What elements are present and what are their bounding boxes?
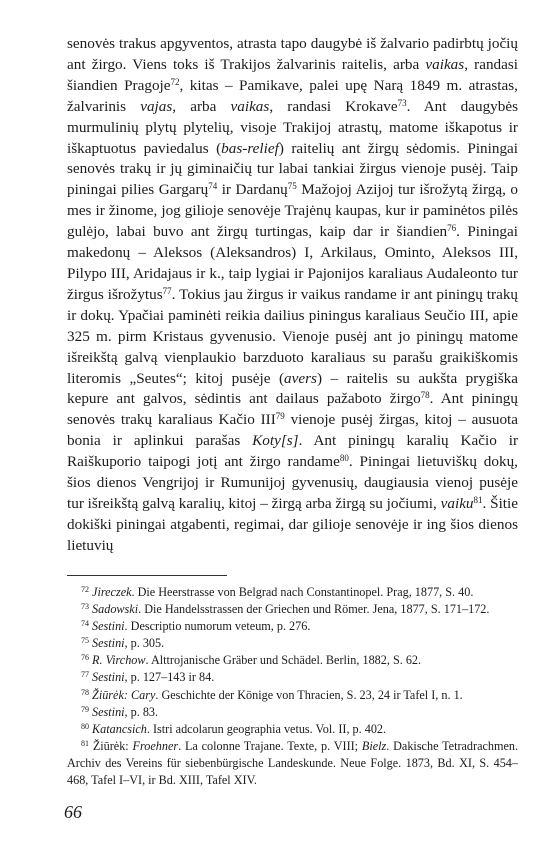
footnote (67, 635, 518, 652)
footnote-text: , p. 83. (124, 704, 159, 719)
footnote-author: Žiūrėk: Cary (92, 687, 156, 702)
footnote-ref[interactable]: 76 (447, 223, 457, 234)
text-run: . Piningai lietuviškų dokų, šios dienos Vengrijoj ir Rumunijoj gyvenusių, daugiausia vienoj pusėje tur išreikštą galvą karalių, kitoj – žirgą arba žirgą su jočiumi, (67, 453, 518, 512)
footnote-divider (67, 575, 227, 576)
footnote-author: Sestini (92, 704, 125, 719)
footnote-number: 79 (81, 704, 89, 714)
footnote (67, 738, 518, 789)
footnote (67, 704, 518, 721)
page-number: 66 (64, 802, 82, 822)
footnote-number: 75 (81, 636, 89, 646)
footnote (67, 721, 518, 738)
footnote-number: 80 (81, 721, 89, 731)
footnote-author: Sestini (92, 636, 125, 651)
main-text (67, 34, 518, 557)
footnote-number: 77 (81, 670, 89, 680)
italic-term: vaikas (425, 55, 465, 73)
footnote-number: 76 (81, 653, 89, 663)
footnote-text: . Geschichte der Könige von Thracien, S. 23, 24 ir Tafel I, n. 1. (155, 687, 463, 702)
footnote (67, 584, 518, 601)
footnote-text: . Alttrojanische Gräber und Schädel. Berlin, 1882, S. 62. (145, 653, 422, 668)
footnotes (67, 584, 518, 789)
italic-term: vajas (140, 97, 173, 115)
footnote-text: , p. 305. (124, 636, 165, 651)
footnote-ref[interactable]: 80 (339, 453, 349, 464)
text-run: senovės trakus apgyventos, atrasta tapo daugybė iš žalvario padirbtų jočių ant žirgo. Viens toks iš Trakijos žalvarinis raitelis, arba (67, 35, 518, 73)
footnote-text: Žiūrėk: (89, 738, 133, 753)
italic-term: avers (284, 369, 317, 387)
footnote (67, 687, 518, 704)
italic-term: Koty[s] (252, 432, 299, 450)
text-run: , arba (172, 97, 231, 115)
text-run: , randasi Krokave (269, 97, 398, 115)
text-run: . Ant daugybės murmulinių plytų plytelių, visoje Trakijoj atrastų, matome iškapotus ir iškaptuotus paviedalus ( (67, 97, 519, 157)
footnote-author: Sestini (92, 619, 125, 634)
footnote-author: Froehner (132, 738, 179, 753)
footnote-author: Sestini (92, 670, 125, 685)
footnote-ref[interactable]: 81 (473, 494, 483, 505)
footnote-ref[interactable]: 73 (397, 97, 407, 108)
footnote-author: R. Virchow (92, 653, 146, 668)
text-run: Mažojoj Azijoj tur išrožytą žirgą, o mes ir žinome, jog gilioje senovėje Trajėnų kaupas, kur ir paminėtos pilės gulėjo, labai buvo ant žirgų turtingas, kaip dar ir šiandien (67, 181, 518, 241)
body-paragraph (67, 34, 518, 557)
text-run: . Piningai makedonų – Aleksos (Aleksandros) I, Arkilaus, Ominto, Aleksos III, Pilypo III, Aridajaus ir k., taip lygiai ir Pajonijos karaliaus Audaleonto tur žirgus išrožytus (67, 223, 518, 303)
footnote-number: 81 (81, 738, 89, 748)
text-run: vienoje pusėj žirgas, kitoj – ausuota bonia ir aplinkui parašas (67, 411, 518, 450)
footnote (67, 618, 518, 635)
footnote-author: Sadowski (92, 602, 139, 617)
footnote-author: Jireczek (92, 585, 132, 599)
footnote-text: . Die Heerstrasse von Belgrad nach Constantinopel. Prag, 1877, S. 40. (131, 585, 474, 599)
text-run: . Šitie dokiški piningai atgabenti, regimai, dar gilioje senovėje ir ing šios dienos lietuvių (67, 494, 518, 554)
footnote (67, 669, 518, 686)
text-run: , randasi šiandien Pragoje (67, 55, 519, 94)
footnote-number: 72 (81, 585, 89, 594)
italic-term: bas-relief (221, 139, 279, 157)
footnote (67, 652, 518, 669)
text-run: ir Dardanų (217, 181, 288, 199)
footnote-text: . La colonne Trajane. Texte, p. VIII; (178, 738, 362, 753)
footnote-text: , p. 127–143 ir 84. (124, 670, 215, 685)
footnote-text: . Die Handelsstrassen der Griechen und Römer. Jena, 1877, S. 171–172. (138, 602, 490, 617)
text-run: ) – raitelis su aukšta prygiška kepure ant galvos, sėdintis ant dailaus pažaboto žirgo (67, 369, 518, 408)
text-run: . Ant piningų senovės trakų karaliaus Kačio III (67, 390, 518, 429)
footnote-number: 78 (81, 687, 89, 697)
footnote-number: 74 (81, 619, 89, 629)
footnote-ref[interactable]: 78 (420, 390, 430, 401)
text-run: , kitas – Pamikave, palei upę Narą 1849 m. atrastas, žalvarinis (67, 76, 518, 115)
footnote-ref[interactable]: 75 (287, 181, 297, 192)
italic-term: vaiku (440, 494, 474, 512)
footnote-ref[interactable]: 79 (275, 411, 285, 422)
footnote-text: . Istri adcolarun geographia vetus. Vol. II, p. 402. (146, 721, 387, 736)
text-run: . Tokius jau žirgus ir vaikus randame ir ant piningų trakų ir dokų. Ypačiai paminėti reikia dailius piningus karaliaus Seučio III, apie 325 m. pirm Kristaus gyvenusio. Vienoje pusėj ant jo piningų matome išreikštą galvą vienplaukio barzduoto karaliaus su parašu graikiškomis literomis „Seutes“; kitoj pusėje ( (67, 285, 519, 387)
footnote-ref[interactable]: 77 (162, 285, 172, 296)
footnote-ref[interactable]: 74 (208, 181, 218, 192)
footnote-text: . Dakische Tetradrachmen. Archiv des Vereins für siebenbürgische Landeskunde. Neue Folge. 1873, Bd. XI, S. 454–468, Tafel I–VI, ir Bd. XIII, Tafel XIV. (67, 738, 519, 788)
footnote-number: 73 (81, 602, 89, 612)
text-run: ) raitelių ant žirgų sėdomis. Piningai senovės trakų ir jų giminaičių tur labai tankiai žirgus vienoje pusėj. Taip piningai pilies Gargarų (67, 139, 518, 199)
footnote (67, 601, 518, 618)
text-run: . Ant piningų karalių Kačio ir Raiškuporio taipogi jotį ant žirgo randame (67, 432, 518, 471)
footnote-text: . Descriptio numorum veteum, p. 276. (124, 619, 311, 634)
footnote-author: Bielz (361, 738, 387, 753)
italic-term: vaikas (230, 97, 270, 115)
footnote-ref[interactable]: 72 (170, 76, 180, 87)
footnote-author: Katancsich (92, 721, 147, 736)
